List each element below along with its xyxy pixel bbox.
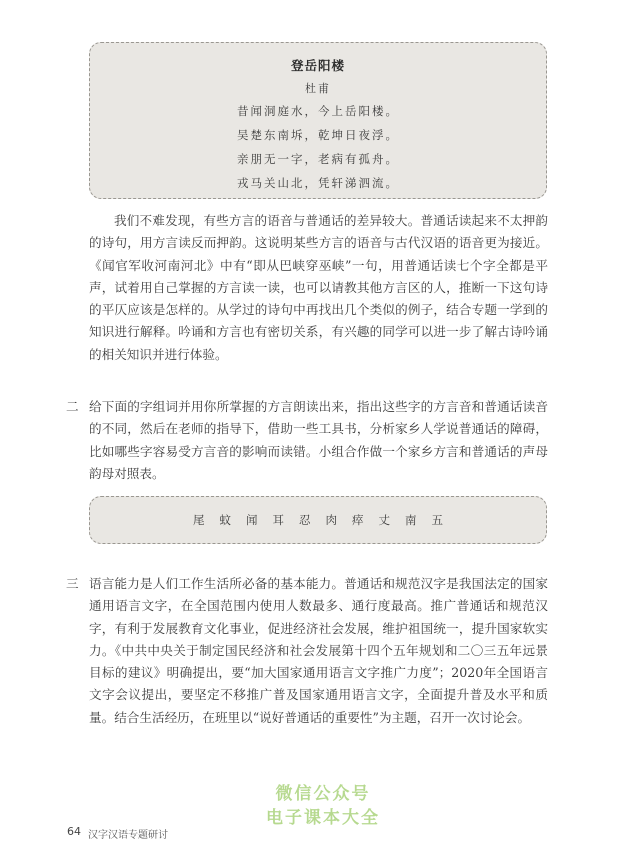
character: 南 bbox=[405, 513, 417, 527]
poem-line: 吴楚东南坼，乾坤日夜浮。 bbox=[237, 128, 399, 142]
watermark-line-2: 电子课本大全 bbox=[266, 808, 380, 828]
character: 瘁 bbox=[352, 513, 364, 527]
paragraph-1: 我们不难发现，有些方言的语音与普通话的差异较大。普通话读起来不太押韵的诗句，用方言读反而押韵。这说明某些方言的语音与古代汉语的语音更为接近。《闻官军收河南河北》中有“即从巴峡穿巫峡”一句，用普通话读七个字全都是平声，试着用自己掌握的方言读一读，也可以请教其他方言区的人，推断一下这句诗的平仄应该是怎样的。从学过的诗句中再找出几个类似的例子，结合专题一学到的知识进行解释。吟诵和方言也有密切关系，有兴趣的同学可以进一步了解古诗吟诵的相关知识并进行体验。 bbox=[89, 213, 548, 362]
character: 蚊 bbox=[219, 513, 231, 527]
character: 闻 bbox=[246, 513, 258, 527]
poem-line: 戎马关山北，凭轩涕泗流。 bbox=[237, 176, 399, 190]
character: 肉 bbox=[325, 513, 337, 527]
poem-box bbox=[89, 42, 547, 199]
character: 尾 bbox=[193, 513, 205, 527]
book-title: 汉字汉语专题研讨 bbox=[88, 830, 168, 841]
poem-author: 杜甫 bbox=[305, 82, 331, 95]
character: 五 bbox=[431, 513, 443, 527]
character-list bbox=[186, 512, 451, 528]
poem-line: 亲朋无一字，老病有孤舟。 bbox=[237, 152, 399, 166]
poem-title: 登岳阳楼 bbox=[290, 58, 345, 73]
item-3-number: 三 bbox=[66, 576, 79, 591]
item-2-number: 二 bbox=[66, 399, 79, 414]
character-box bbox=[89, 496, 547, 544]
item-3-text: 语言能力是人们工作生活所必备的基本能力。普通话和规范汉字是我国法定的国家通用语言文字，在全国范围内使用人数最多、通行度最高。推广普通话和规范汉字，有利于发展教育文化事业，促进经济社会发展，维护祖国统一，提升国家软实力。《中共中央关于制定国民经济和社会发展第十四个五年规划和二〇三五年远景目标的建议》明确提出，要“加大国家通用语言文字推广力度”；2020年全国语言文字会议提出，要坚定不移推广普及国家通用语言文字，全面提升普及水平和质量。结合生活经历，在班里以“说好普通话的重要性”为主题，召开一次讨论会。 bbox=[89, 576, 548, 725]
character: 丈 bbox=[378, 513, 390, 527]
watermark bbox=[253, 782, 393, 830]
poem-line: 昔闻洞庭水，今上岳阳楼。 bbox=[237, 104, 399, 118]
character: 耳 bbox=[272, 513, 284, 527]
character: 忍 bbox=[299, 513, 311, 527]
item-2-text: 给下面的字组词并用你所掌握的方言朗读出来，指出这些字的方言音和普通话读音的不同，然后在老师的指导下，借助一些工具书，分析家乡人学说普通话的障碍，比如哪些字容易受方言音的影响而读错。小组合作做一个家乡方言和普通话的声母韵母对照表。 bbox=[89, 399, 548, 481]
watermark-line-1: 微信公众号 bbox=[275, 784, 371, 804]
page-number: 64 bbox=[67, 825, 81, 838]
